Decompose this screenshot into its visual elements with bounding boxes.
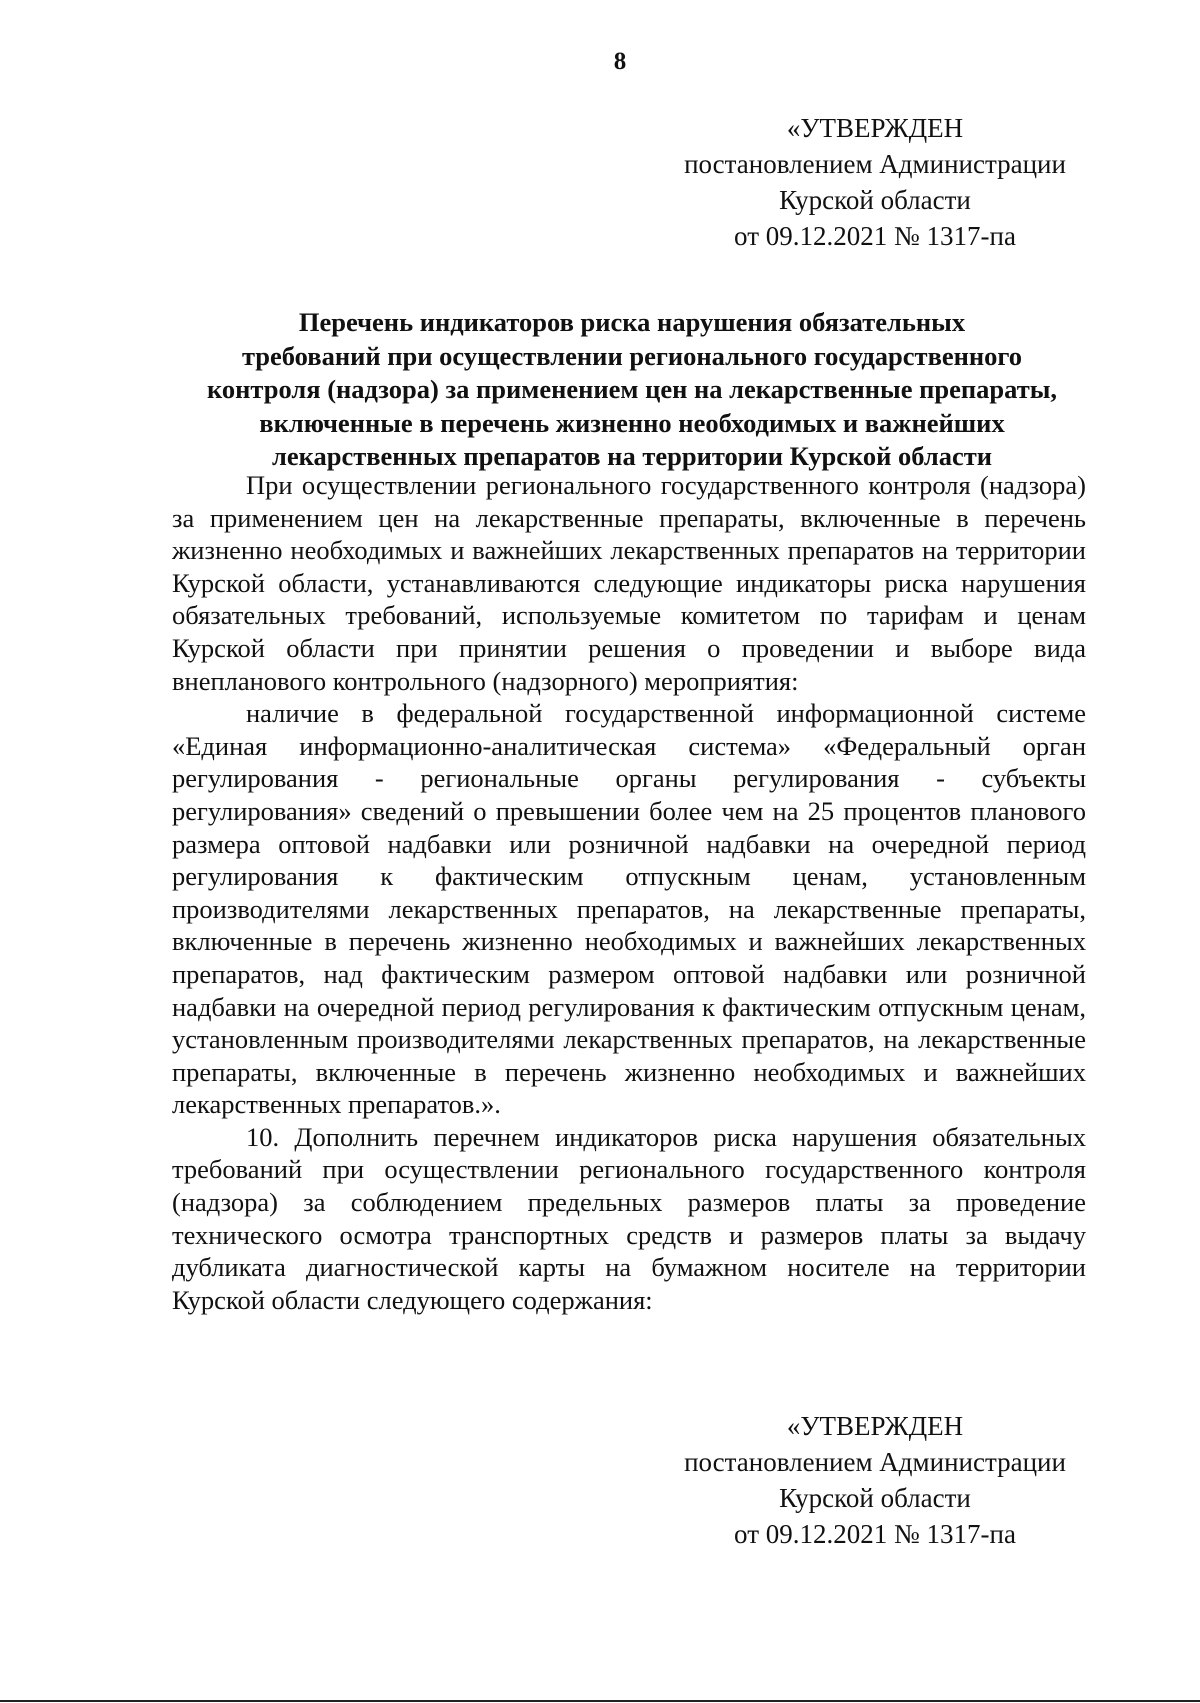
document-title — [172, 306, 1092, 474]
body-paragraph: При осуществлении регионального государственного контроля (надзора) за применением цен на лекарственные препараты, включенные в перечень жизненно необходимых и важнейших лекарственных препаратов на территории Курской области, устанавливаются следующие индикаторы риска нарушения обязательных требований, используемые комитетом по тарифам и ценам Курской области при принятии решения о проведении и выборе вида внепланового контрольного (надзорного) мероприятия: — [172, 470, 1086, 696]
body-paragraph: наличие в федеральной государственной информационной системе «Единая информационно-аналитическая система» «Федеральный орган регулирования - региональные органы регулирования - субъекты регулирования» сведений о превышении более чем на 25 процентов планового размера оптовой надбавки или розничной надбавки на очередной период регулирования к фактическим отпускным ценам, установленным производителями лекарственных препаратов, на лекарственные препараты, включенные в перечень жизненно необходимых и важнейших лекарственных препаратов, над фактическим размером оптовой надбавки или розничной надбавки на очередной период регулирования к фактическим отпускным ценам, установленным производителями лекарственных препаратов, на лекарственные препараты, включенные в перечень жизненно необходимых и важнейших лекарственных препаратов.». — [172, 698, 1086, 1120]
approval-bottom-line: Курской области — [779, 1483, 971, 1513]
approval-bottom-line: постановлением Администрации — [684, 1447, 1066, 1477]
body-paragraph: 10. Дополнить перечнем индикаторов риска нарушения обязательных требований при осуществлении регионального государственного контроля (надзора) за соблюдением предельных размеров платы за проведение технического осмотра транспортных средств и размеров платы за выдачу дубликата диагностической карты на бумажном носителе на территории Курской области следующего содержания: — [172, 1121, 1086, 1315]
title-line: требований при осуществлении регионального государственного — [241, 340, 1023, 371]
title-line: контроля (надзора) за применением цен на лекарственные препараты, — [206, 374, 1058, 404]
approval-bottom-line: от 09.12.2021 № 1317-па — [734, 1519, 1016, 1549]
approval-top-line: от 09.12.2021 № 1317-па — [734, 221, 1016, 251]
approval-top-line: «УТВЕРЖДЕН — [786, 113, 964, 143]
document-body — [172, 469, 1086, 1316]
approval-stamp-bottom — [665, 1408, 1085, 1552]
title-line: включенные в перечень жизненно необходимых и важнейших — [259, 407, 1005, 438]
approval-top-line: Курской области — [779, 185, 971, 215]
page-number: 8 — [613, 48, 627, 75]
title-line: лекарственных препаратов на территории Курской области — [271, 441, 993, 471]
approval-stamp-top — [665, 110, 1085, 254]
approval-top-line: постановлением Администрации — [684, 149, 1066, 179]
title-line: Перечень индикаторов риска нарушения обязательных — [298, 307, 966, 337]
scan-edge-line — [0, 1700, 1200, 1702]
approval-bottom-line: «УТВЕРЖДЕН — [786, 1411, 964, 1441]
